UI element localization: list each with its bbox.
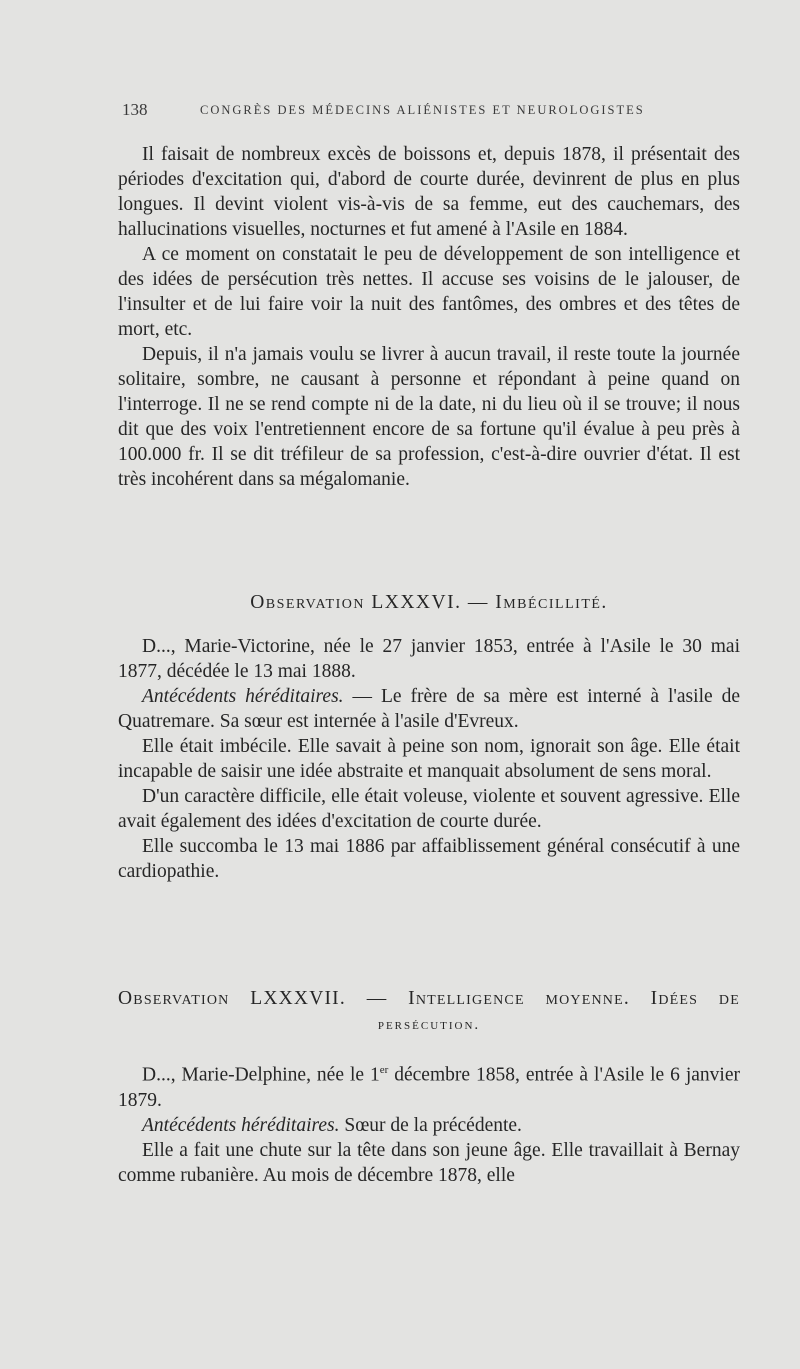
running-header: [122, 100, 682, 126]
section-text: — Le frère de sa mère est interné à l'asile de Quatremare. Sa sœur est internée à l'asile d'Evreux.: [118, 686, 740, 732]
observation-body: [118, 634, 740, 884]
heading-line: Observation LXXXVII. — Intelligence moyenne. Idées de: [118, 988, 740, 1009]
heading-number: LXXXVI.: [371, 592, 462, 613]
heading-label: Observation: [250, 592, 365, 613]
paragraph: [118, 1113, 740, 1138]
heading-dash: —: [467, 592, 489, 613]
text-run: décembre 1858, entrée à l'Asile le 6 janvier 1879.: [118, 1064, 740, 1111]
paragraph: Depuis, il n'a jamais voulu se livrer à aucun travail, il reste toute la journée solitaire, sombre, ne causant à personne et répondant à peine quand on l'interroge. Il ne se rend compte ni de la date, ni du lieu où il se trouve; il nous dit que des voix l'entretiennent encore de sa fortune qu'il évalue à peu près à 100.000 fr. Il se dit tréfileur de sa profession, c'est-à-dire ouvrier d'état. Il est très incohérent dans sa mégalomanie.: [118, 344, 740, 490]
text-run: D..., Marie-Delphine, née le 1: [142, 1064, 380, 1086]
paragraph: [118, 684, 740, 734]
section-label: Antécédents héréditaires.: [142, 1114, 340, 1136]
section-label: Antécédents héréditaires.: [142, 686, 344, 707]
paragraph: A ce moment on constatait le peu de développement de son intelligence et des idées de persécution très nettes. Il accuse ses voisins de le jalouser, de l'insulter et de lui faire voir la nuit des fantômes, des ombres et des têtes de mort, etc.: [118, 244, 740, 340]
observation-heading: [118, 986, 740, 1038]
paragraph: Elle a fait une chute sur la tête dans son jeune âge. Elle travaillait à Bernay comme rubanière. Au mois de décembre 1878, elle: [118, 1139, 740, 1186]
paragraph: [118, 1058, 740, 1113]
heading-title: Imbécillité.: [495, 592, 608, 613]
paragraph: Elle succomba le 13 mai 1886 par affaiblissement général consécutif à une cardiopathie.: [118, 836, 740, 882]
observation-heading: [118, 592, 740, 614]
paragraph: D..., Marie-Victorine, née le 27 janvier 1853, entrée à l'Asile le 30 mai 1877, décédée le 13 mai 1888.: [118, 636, 740, 682]
paragraph: Elle était imbécile. Elle savait à peine son nom, ignorait son âge. Elle était incapable de saisir une idée abstraite et manquait absolument de sens moral.: [118, 736, 740, 782]
page-number: 138: [122, 100, 148, 119]
heading-line: persécution.: [377, 1017, 481, 1033]
running-title: CONGRÈS DES MÉDECINS ALIÉNISTES ET NEUROLOGISTES: [200, 103, 645, 117]
superscript: er: [379, 1064, 389, 1076]
observation-body: [118, 1058, 740, 1188]
case-text-block: [118, 142, 740, 492]
paragraph: Il faisait de nombreux excès de boissons et, depuis 1878, il présentait des périodes d'excitation qui, d'abord de courte durée, devinrent de plus en plus longues. Il devint violent vis-à-vis de sa femme, eut des cauchemars, des hallucinations visuelles, nocturnes et fut amené à l'Asile en 1884.: [118, 144, 740, 240]
section-text: Sœur de la précédente.: [339, 1114, 522, 1136]
paragraph: D'un caractère difficile, elle était voleuse, violente et souvent agressive. Elle avait également des idées d'excitation de courte durée.: [118, 786, 740, 832]
